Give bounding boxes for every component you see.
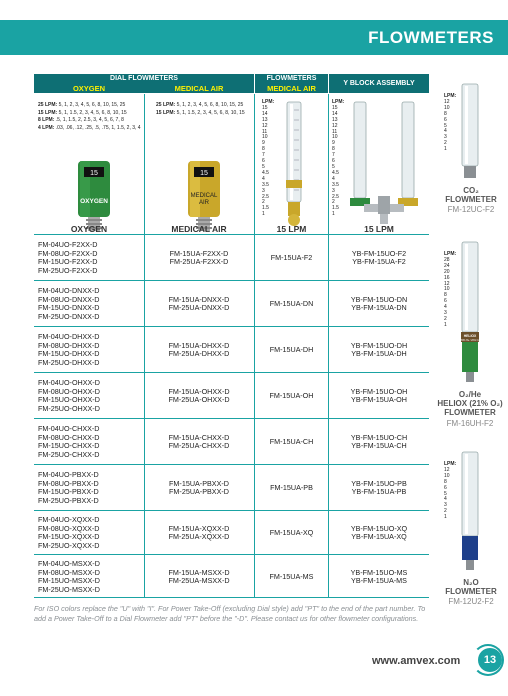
yblock-part-numbers: YB-FM-15UO-PB YB-FM-15UA-PB [351, 478, 407, 496]
flowmeter-scale-list: LPM: 15 14 13 12 11 10 9 8 7 6 5 4.5 4 3.5 3 2.5 2 1.5 1 [262, 99, 275, 218]
yblock-assembly-image [344, 100, 428, 230]
spec-line: 4 LPM: .03, .06, .12, .25, .5, .75, 1, 1.5, 2, 3, 4 [38, 124, 141, 131]
oxygen-part-numbers: FM-04UO-DHXX-D FM-08UO-DHXX-D FM-15UO-DHXX-D FM-25UO-DHXX-D [38, 332, 100, 367]
table-row [34, 372, 429, 418]
spec-line: 25 LPM: 5, 1, 2, 3, 4, 5, 6, 8, 10, 15, 25 [156, 102, 244, 108]
spec-line: 8 LPM: .5, 1, 1.5, 2, 2.5, 3, 4, 5, 6, 7, 8 [38, 117, 124, 123]
oxygen-part-numbers: FM-04UO-OHXX-D FM-08UO-OHXX-D FM-15UO-OHXX-D FM-25UO-OHXX-D [38, 378, 100, 413]
flow-part-number: FM-15UA-PB [270, 482, 313, 492]
table-row [34, 234, 429, 280]
yblock-part-numbers: YB-FM-15UO-MS YB-FM-15UA-MS [350, 567, 408, 585]
spec-line: 15 LPM: 5, 1, 1.5, 2, 3, 4, 5, 6, 8, 10, 15 [38, 109, 127, 116]
header-medical-air: MEDICAL AIR [144, 83, 254, 93]
air-part-numbers: FM-15UA-XQXX-D FM-25UA-XQXX-D [168, 523, 230, 541]
yblock-part-numbers: YB-FM-15UO-OH YB-FM-15UA-OH [350, 386, 408, 404]
table-row [34, 464, 429, 510]
co2-flowmeter-image [440, 82, 500, 182]
scale-head: LPM: [262, 99, 275, 105]
air-part-numbers: FM-15UA-F2XX-D FM-25UA-F2XX-D [169, 248, 229, 266]
spec-line: 25 LPM: 5, 1, 2, 3, 4, 5, 6, 8, 10, 15, 25 [38, 102, 126, 108]
air-part-numbers: FM-15UA-CHXX-D FM-25UA-CHXX-D [168, 432, 230, 450]
page-number: 13 [478, 648, 502, 672]
product-image-section [34, 94, 429, 234]
oxygen-gauge-number: 15 [90, 170, 98, 177]
air-part-numbers: FM-15UA-DNXX-D FM-25UA-DNXX-D [168, 294, 230, 312]
flowmeter-tube-image [282, 100, 306, 230]
medical-air-spec-list [156, 102, 254, 117]
table-row [34, 326, 429, 372]
footer-note: For ISO colors replace the "U" with "I". For Power Take-Off (excluding Dial style) add "PT" to the end of the part number. To add a Power Take-Off to a Dial Flowmeter add "PT" before the "-D". Please contact us for other flowmeter configurations. [34, 604, 426, 623]
scale-head: LPM: [332, 99, 345, 105]
spec-line: 15 LPM: 5, 1, 1.5, 2, 3, 4, 5, 6, 8, 10, 15 [156, 109, 245, 116]
oxygen-gauge-label: OXYGEN [80, 198, 108, 205]
yblock-part-numbers: YB-FM-15UO-DN YB-FM-15UA-DN [350, 294, 408, 312]
n2o-model: FM-12U2-F2 [448, 597, 494, 606]
heliox-tube-graphic [456, 240, 484, 385]
oxygen-part-numbers: FM-04UO-DNXX-D FM-08UO-DNXX-D FM-15UO-DNXX-D FM-25UO-DNXX-D [38, 286, 100, 321]
caption-yblock-15lpm: 15 LPM [364, 224, 394, 234]
table-row [34, 418, 429, 464]
yblock-scale-list: LPM: 15 14 13 12 11 10 9 8 7 6 5 4.5 4 3.5 3 2.5 2 1.5 1 [332, 99, 345, 218]
oxygen-spec-list [38, 102, 146, 132]
heliox-caption: O₂/He HELIOX (21% O₂) FLOWMETER [437, 390, 503, 417]
header-dial-flowmeters: DIAL FLOWMETERS [34, 74, 254, 83]
heliox-flowmeter-image [440, 240, 500, 385]
flow-part-number: FM-15UA-DN [269, 298, 314, 308]
header-flow-medical-air: MEDICAL AIR [255, 83, 328, 93]
header-band [0, 20, 508, 55]
air-gauge-label-2: AIR [198, 200, 210, 206]
flow-part-number: FM-15UA-XQ [269, 527, 314, 537]
header-flowmeters: FLOWMETERS [255, 74, 328, 83]
table-row [34, 554, 429, 598]
yblock-part-numbers: YB-FM-15UO-XQ YB-FM-15UA-XQ [350, 523, 408, 541]
oxygen-part-numbers: FM-04UO-CHXX-D FM-08UO-CHXX-D FM-15UO-CHXX-D FM-25UO-CHXX-D [38, 424, 100, 459]
co2-caption: CO₂ FLOWMETER [445, 186, 497, 204]
table-row [34, 280, 429, 326]
caption-flow-15lpm: 15 LPM [276, 224, 307, 234]
n2o-flowmeter-image [440, 450, 500, 572]
air-part-numbers: FM-15UA-OHXX-D FM-25UA-OHXX-D [168, 386, 230, 404]
website-url[interactable]: www.amvex.com [372, 655, 461, 667]
oxygen-part-numbers: FM-04UO-XQXX-D FM-08UO-XQXX-D FM-15UO-XQXX-D FM-25UO-XQXX-D [38, 515, 100, 550]
air-gauge-number: 15 [200, 170, 208, 177]
header-oxygen: OXYGEN [34, 83, 144, 93]
page-title: FLOWMETERS [368, 28, 494, 47]
air-gauge-label-1: MEDICAL [190, 193, 218, 199]
co2-model: FM-12UC-F2 [447, 205, 495, 214]
n2o-scale-list: LPM: 12 10 8 6 5 4 3 2 1 [444, 461, 457, 521]
flow-part-number: FM-15UA-DH [269, 344, 314, 354]
flowmeter-table [34, 74, 429, 598]
air-part-numbers: FM-15UA-DHXX-D FM-25UA-DHXX-D [168, 340, 230, 358]
flow-part-number: FM-15UA-F2 [270, 252, 313, 262]
air-part-numbers: FM-15UA-MSXX-D FM-25UA-MSXX-D [168, 567, 230, 585]
heliox-scale-list: LPM: 28 24 20 16 12 10 8 6 4 3 2 1 [444, 251, 457, 328]
yblock-part-numbers: YB-FM-15UO-DH YB-FM-15UA-DH [350, 340, 408, 358]
co2-tube-graphic [456, 82, 484, 182]
yblock-part-numbers: YB-FM-15UO-CH YB-FM-15UA-CH [350, 432, 408, 450]
heliox-band-mix: 80% He / 20% O₂ [460, 339, 480, 342]
heliox-band-label: HELIOX [463, 334, 477, 338]
n2o-tube-graphic [456, 450, 484, 572]
flow-part-number: FM-15UA-CH [269, 436, 314, 446]
header-y-block-assembly: Y BLOCK ASSEMBLY [329, 74, 429, 93]
heliox-model: FM-16UH-F2 [446, 419, 494, 428]
oxygen-part-numbers: FM-04UO-MSXX-D FM-08UO-MSXX-D FM-15UO-MSXX-D FM-25UO-MSXX-D [38, 559, 100, 594]
oxygen-part-numbers: FM-04UO-PBXX-D FM-08UO-PBXX-D FM-15UO-PBXX-D FM-25UO-PBXX-D [38, 470, 99, 505]
flow-part-number: FM-15UA-MS [269, 571, 314, 581]
oxygen-part-numbers: FM-04UO-F2XX-D FM-08UO-F2XX-D FM-15UO-F2XX-D FM-25UO-F2XX-D [38, 240, 98, 275]
flow-part-number: FM-15UA-OH [269, 390, 314, 400]
yblock-part-numbers: YB-FM-15UO-F2 YB-FM-15UA-F2 [351, 248, 407, 266]
air-part-numbers: FM-15UA-PBXX-D FM-25UA-PBXX-D [169, 478, 229, 496]
n2o-caption: N₂O FLOWMETER [445, 578, 497, 596]
co2-scale-list: LPM: 12 10 8 6 5 4 3 2 1 [444, 93, 457, 153]
caption-medical-air: MEDICAL AIR [171, 224, 227, 234]
caption-oxygen: OXYGEN [70, 224, 108, 234]
table-row [34, 510, 429, 554]
